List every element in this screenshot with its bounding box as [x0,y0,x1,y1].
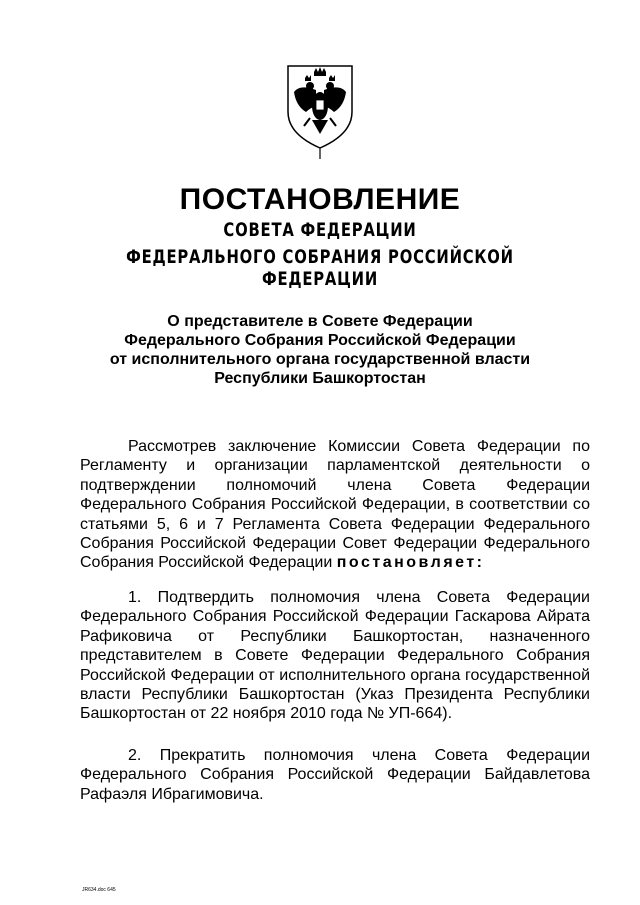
document-subtitle-assembly: ФЕДЕРАЛЬНОГО СОБРАНИЯ РОССИЙСКОЙ ФЕДЕРАЦИИ [126,246,514,290]
document-title: ПОСТАНОВЛЕНИЕ [179,183,461,216]
emblem-icon [280,62,360,160]
item-1-paragraph: 1. Подтвердить полномочия члена Совета Федерации Федерального Собрания Российской Федерации Гаскарова Айрата Рафиковича от Республики Башкортостан, назначенного представителем в Совете Федерации Федерального Собрания Российской Федерации от исполнительного органа государственной власти Республики Башкортостан (Указ Президента Республики Башкортостан от 22 ноября 2010 года № УП-664). [80,589,590,723]
heading-line: О представителе в Совете Федерации [167,313,473,330]
heading-line: от исполнительного органа государственной власти [109,351,531,368]
document-code: JR634.doc 645 [82,887,116,893]
preamble-paragraph [80,437,590,573]
item-2-paragraph: 2. Прекратить полномочия члена Совета Федерации Федерального Собрания Российской Федерации Байдавлетова Рафаэля Ибрагимовича. [80,747,590,803]
heading-line: Федерального Собрания Российской Федерации [124,332,516,349]
document-subtitle-council: СОВЕТА ФЕДЕРАЦИИ [223,219,417,241]
resolves-word: постановляет: [336,554,485,572]
preamble-text: Рассмотрев заключение Комиссии Совета Федерации по Регламенту и организации парламентской деятельности о подтверждении полномочий члена Совета Федерации Федерального Собрания Российской Федерации, в соответствии со статьями 5, 6 и 7 Регламента Совета Федерации Федерального Собрания Российской Федерации Совет Федерации Федерального Собрания Российской Федерации [80,438,590,572]
resolution-heading [0,312,640,388]
heading-line: Республики Башкортостан [214,370,426,387]
